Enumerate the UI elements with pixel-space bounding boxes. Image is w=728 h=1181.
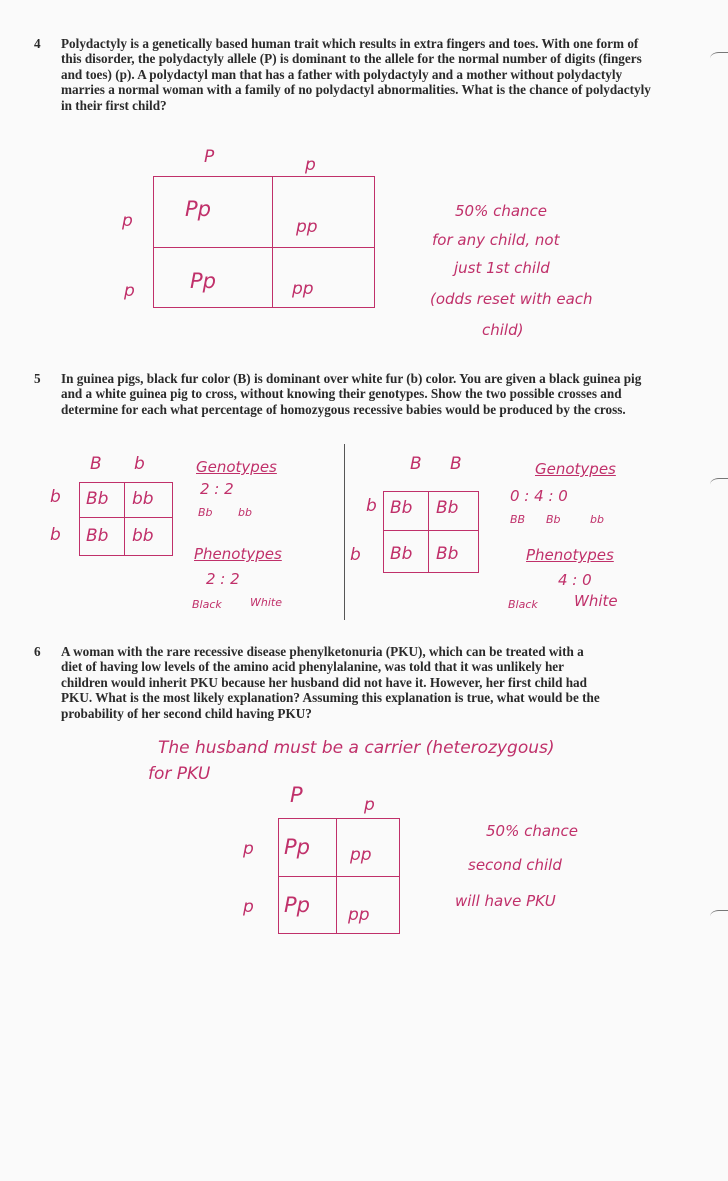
cell-1-2: Bb [436, 498, 459, 518]
phenotype-type: Black [192, 598, 222, 611]
phenotypes-ratio: 2 : 2 [206, 570, 240, 588]
answer-line: (odds reset with each [430, 290, 593, 308]
question-text: In guinea pigs, black fur color (B) is dominant over white fur (b) color. You are given a black guinea pig and a white guinea pig to cross, without knowing their genotypes. Show the two possible crosses and determine for each what percentage of homozygous recessive babies would be produced by the cross. [61, 371, 642, 417]
genotype-type: bb [590, 513, 604, 526]
question-number: 4 [34, 36, 41, 51]
answer-line: second child [468, 856, 562, 874]
answer-line: for any child, not [432, 231, 560, 249]
punnett-grid [153, 176, 375, 308]
grid-divider-h [79, 517, 172, 518]
answer-line: 50% chance [455, 202, 548, 220]
cell-1-2: bb [132, 489, 154, 509]
cell-2-1: Pp [284, 893, 310, 917]
side-allele-1: b [50, 487, 61, 507]
answer-line: 50% chance [486, 822, 579, 840]
top-allele-2: b [134, 454, 145, 474]
cell-2-2: pp [292, 279, 314, 299]
top-allele-2: B [450, 454, 462, 474]
top-allele-1: B [410, 454, 422, 474]
answer-line: child) [482, 321, 524, 339]
cell-1-1: Bb [86, 489, 109, 509]
genotypes-ratio: 2 : 2 [200, 480, 234, 498]
cell-1-1: Pp [284, 835, 310, 859]
cell-2-1: Bb [86, 526, 109, 546]
genotypes-ratio: 0 : 4 : 0 [510, 487, 568, 505]
top-allele-1: P [204, 147, 215, 167]
top-allele-2: p [305, 155, 316, 175]
top-allele-1: B [90, 454, 102, 474]
question-number: 6 [34, 644, 41, 659]
grid-divider-h [383, 530, 478, 531]
answer-line: just 1st child [454, 259, 550, 277]
cell-1-2: pp [350, 845, 372, 865]
cell-2-1: Bb [390, 544, 413, 564]
genotypes-label: Genotypes [535, 460, 616, 478]
phenotype-type: White [250, 596, 282, 609]
question-5 [34, 371, 654, 417]
phenotypes-ratio: 4 : 0 [558, 571, 592, 589]
grid-divider-h [153, 247, 374, 248]
scan-edge-mark [710, 52, 728, 65]
answer-explanation: for PKU [148, 764, 211, 784]
phenotypes-label: Phenotypes [526, 546, 614, 564]
phenotype-type: White [574, 592, 618, 610]
grid-divider-h [278, 876, 399, 877]
side-allele-2: b [50, 525, 61, 545]
cell-2-2: Bb [436, 544, 459, 564]
question-4 [34, 36, 654, 113]
question-number: 5 [34, 371, 41, 386]
grid-divider-v [124, 482, 125, 555]
scan-edge-mark [710, 910, 728, 923]
scan-edge-mark [710, 478, 728, 491]
genotype-type: BB [510, 513, 526, 526]
question-text: A woman with the rare recessive disease phenylketonuria (PKU), which can be treated with a diet of having low levels of the amino acid phenylalanine, was told that it was unlikely her children would inherit PKU because her husband did not have it. However, her first child had PKU. What is the most likely explanation? Assuming this explanation is true, what would be the probability of her second child having PKU? [61, 644, 600, 721]
question-6 [34, 644, 654, 721]
question-text: Polydactyly is a genetically based human trait which results in extra fingers and toes. With one form of this disorder, the polydactyly allele (P) is dominant to the allele for the normal number of digits (fingers and toes) (p). A polydactyl man that has a father with polydactyly and a mother without polydactyly marries a normal woman with a family of no polydactyl abnormalities. What is the chance of polydactyly in their first child? [61, 36, 651, 113]
side-allele-2: p [243, 897, 254, 917]
cell-1-2: pp [296, 217, 318, 237]
side-allele-2: b [350, 545, 361, 565]
cell-2-1: Pp [190, 269, 216, 293]
genotype-type: Bb [198, 506, 213, 519]
top-allele-2: p [364, 795, 375, 815]
top-allele-1: P [290, 783, 303, 807]
genotype-type: bb [238, 506, 252, 519]
genotype-type: Bb [546, 513, 561, 526]
phenotypes-label: Phenotypes [194, 545, 282, 563]
side-allele-1: b [366, 496, 377, 516]
phenotype-type: Black [508, 598, 538, 611]
grid-divider-v [272, 176, 273, 307]
side-allele-1: p [122, 211, 133, 231]
cell-1-1: Bb [390, 498, 413, 518]
cell-1-1: Pp [185, 197, 211, 221]
answer-line: will have PKU [455, 892, 556, 910]
genotypes-label: Genotypes [196, 458, 277, 476]
cross-separator [344, 444, 345, 620]
answer-explanation: The husband must be a carrier (heterozygous) [158, 738, 555, 758]
grid-divider-v [428, 491, 429, 572]
cell-2-2: pp [348, 905, 370, 925]
cell-2-2: bb [132, 526, 154, 546]
side-allele-2: p [124, 281, 135, 301]
side-allele-1: p [243, 839, 254, 859]
